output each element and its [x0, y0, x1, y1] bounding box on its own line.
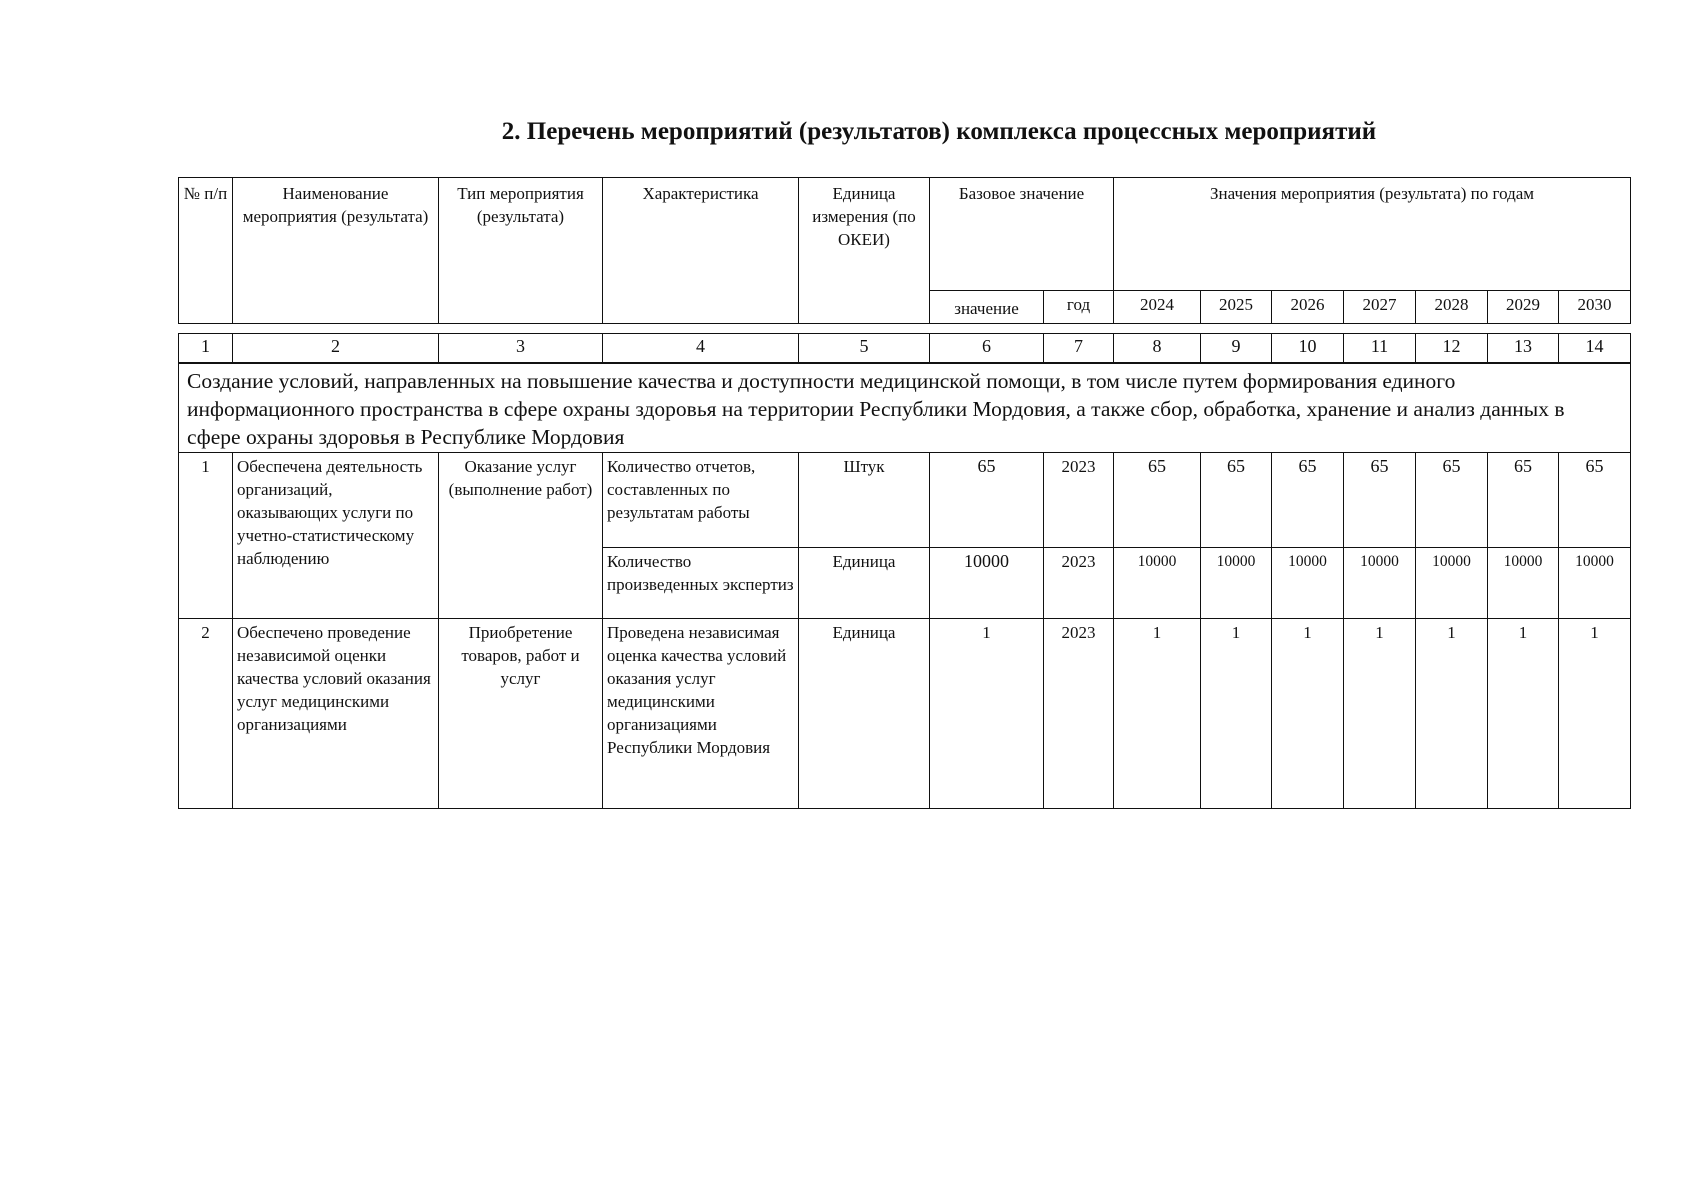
column-number: 12 — [1416, 334, 1488, 364]
row-base-value: 1 — [930, 619, 1044, 809]
row-base-value: 65 — [930, 453, 1044, 548]
column-number: 9 — [1201, 334, 1272, 364]
header-year: 2028 — [1416, 291, 1488, 324]
column-number: 8 — [1114, 334, 1201, 364]
column-number: 2 — [233, 334, 439, 364]
row-value: 10000 — [1488, 548, 1559, 619]
section-title: Создание условий, направленных на повышение качества и доступности медицинской помощи, в том числе путем формирования единого информационного пространства в сфере охраны здоровья на территории Республики Мордовия, а также сбор, обработка, хранение и анализ данных в сфере охраны здоровья в Республике Мордовия — [179, 363, 1631, 453]
row-value: 10000 — [1559, 548, 1631, 619]
row-characteristic: Количество отчетов, составленных по результатам работы — [603, 453, 799, 548]
header-year: 2026 — [1272, 291, 1344, 324]
row-name: Обеспечено проведение независимой оценки качества условий оказания услуг медицинскими организациями — [233, 619, 439, 809]
header-year: 2027 — [1344, 291, 1416, 324]
header-year: 2024 — [1114, 291, 1201, 324]
row-base-year: 2023 — [1044, 619, 1114, 809]
header-base: Базовое значение — [930, 178, 1114, 291]
table-body — [178, 362, 1631, 809]
row-unit: Штук — [799, 453, 930, 548]
row-value: 1 — [1114, 619, 1201, 809]
column-number: 10 — [1272, 334, 1344, 364]
header-num: № п/п — [179, 178, 233, 324]
row-value: 65 — [1416, 453, 1488, 548]
row-value: 10000 — [1114, 548, 1201, 619]
row-value: 65 — [1344, 453, 1416, 548]
row-unit: Единица — [799, 619, 930, 809]
row-characteristic: Проведена независимая оценка качества условий оказания услуг медицинскими организациями Республики Мордовия — [603, 619, 799, 809]
header-years-group: Значения мероприятия (результата) по годам — [1114, 178, 1631, 291]
row-value: 1 — [1488, 619, 1559, 809]
row-value: 10000 — [1272, 548, 1344, 619]
row-value: 1 — [1344, 619, 1416, 809]
column-number: 5 — [799, 334, 930, 364]
row-type: Приобретение товаров, работ и услуг — [439, 619, 603, 809]
row-num: 1 — [179, 453, 233, 619]
row-value: 1 — [1201, 619, 1272, 809]
row-value: 65 — [1272, 453, 1344, 548]
header-year: 2030 — [1559, 291, 1631, 324]
row-value: 1 — [1272, 619, 1344, 809]
row-value: 65 — [1114, 453, 1201, 548]
column-number: 3 — [439, 334, 603, 364]
row-unit: Единица — [799, 548, 930, 619]
column-number: 14 — [1559, 334, 1631, 364]
row-value: 65 — [1201, 453, 1272, 548]
row-value: 10000 — [1201, 548, 1272, 619]
header-characteristic: Характеристика — [603, 178, 799, 324]
column-number: 1 — [179, 334, 233, 364]
table-row — [179, 619, 1631, 809]
row-base-year: 2023 — [1044, 548, 1114, 619]
row-base-year: 2023 — [1044, 453, 1114, 548]
table-header — [178, 177, 1631, 324]
row-value: 65 — [1559, 453, 1631, 548]
row-value: 10000 — [1344, 548, 1416, 619]
column-number: 11 — [1344, 334, 1416, 364]
column-number: 6 — [930, 334, 1044, 364]
row-value: 1 — [1559, 619, 1631, 809]
row-characteristic: Количество произведенных экспертиз — [603, 548, 799, 619]
column-number: 4 — [603, 334, 799, 364]
header-base-value: значение — [930, 291, 1044, 324]
header-unit: Единица измерения (по ОКЕИ) — [799, 178, 930, 324]
row-base-value: 10000 — [930, 548, 1044, 619]
header-year: 2029 — [1488, 291, 1559, 324]
page-title: 2. Перечень мероприятий (результатов) комплекса процессных мероприятий — [501, 118, 1377, 145]
header-base-year: год — [1044, 291, 1114, 324]
row-num: 2 — [179, 619, 233, 809]
column-numbers-row — [178, 333, 1631, 364]
header-name: Наименование мероприятия (результата) — [233, 178, 439, 324]
table-row — [179, 453, 1631, 548]
column-number: 7 — [1044, 334, 1114, 364]
row-value: 10000 — [1416, 548, 1488, 619]
row-type: Оказание услуг (выполнение работ) — [439, 453, 603, 619]
row-value: 1 — [1416, 619, 1488, 809]
row-value: 65 — [1488, 453, 1559, 548]
header-type: Тип мероприятия (результата) — [439, 178, 603, 324]
header-year: 2025 — [1201, 291, 1272, 324]
column-number: 13 — [1488, 334, 1559, 364]
row-name: Обеспечена деятельность организаций, оказывающих услуги по учетно-статистическому наблюдению — [233, 453, 439, 619]
